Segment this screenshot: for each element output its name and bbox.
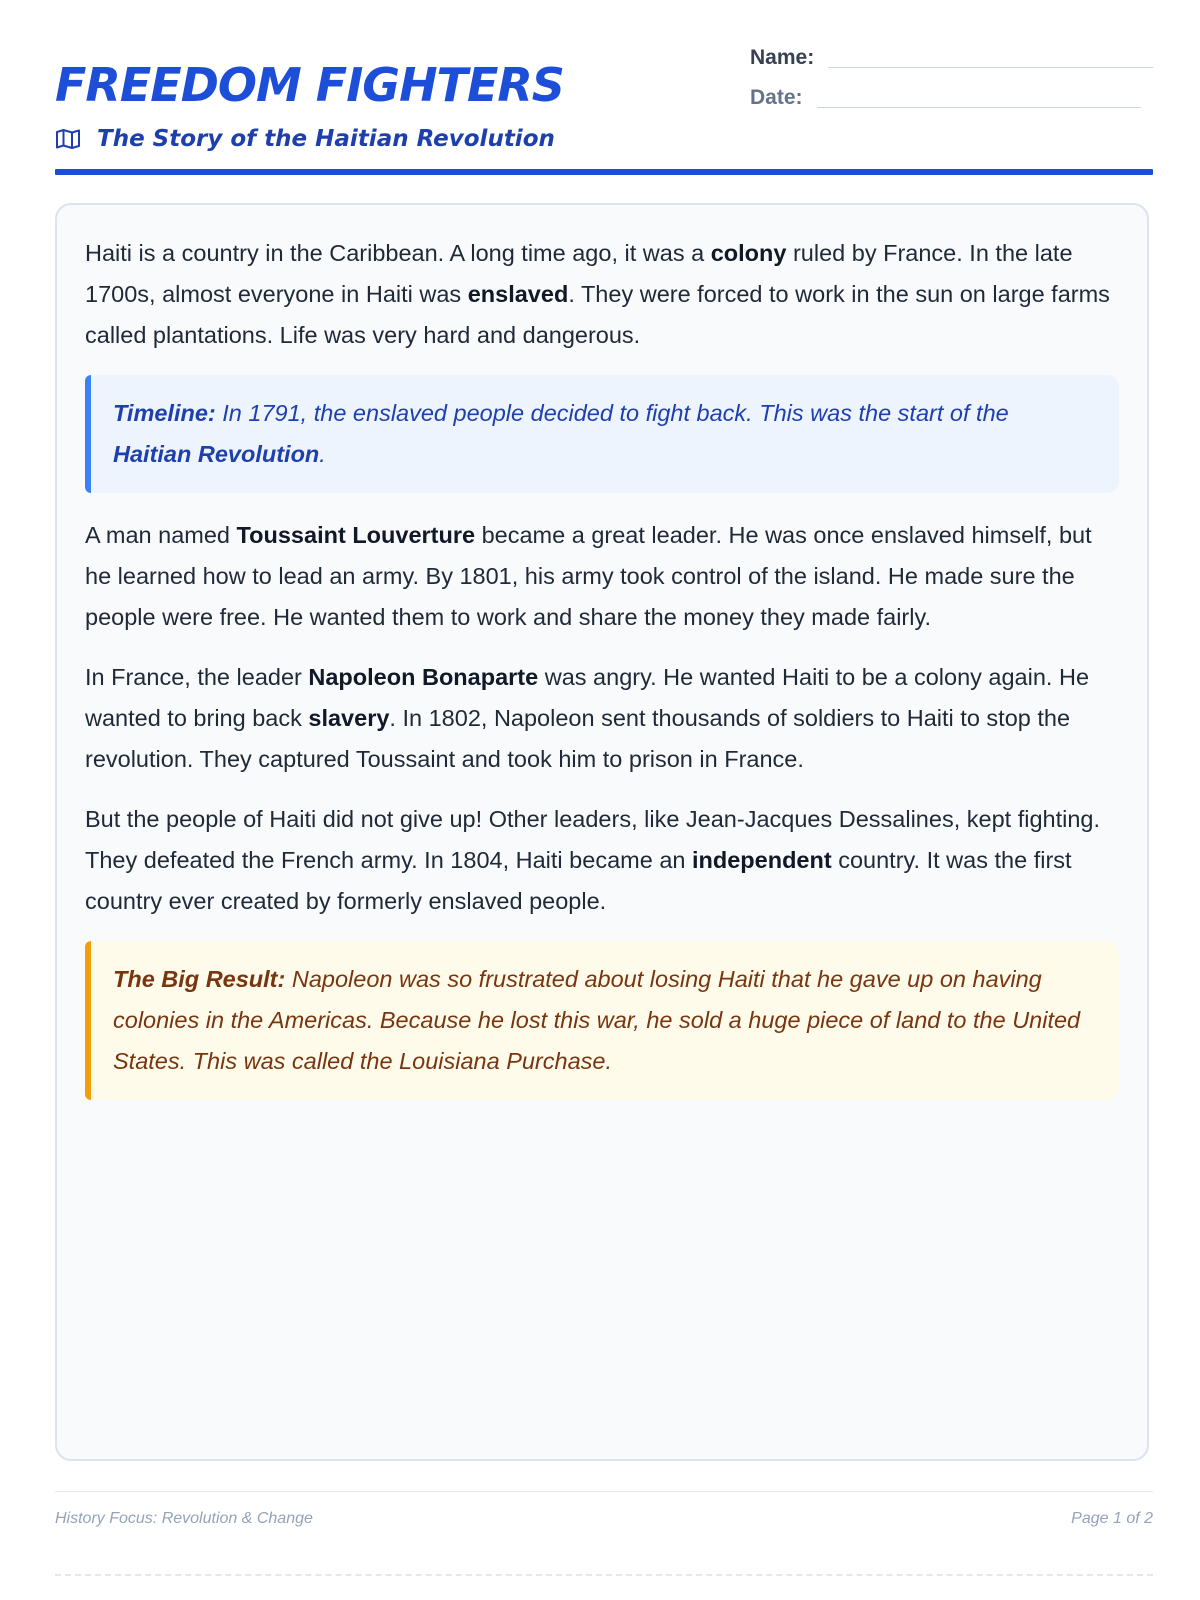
footer-divider: [55, 1491, 1153, 1492]
student-info: [750, 40, 1153, 120]
timeline-callout: [85, 375, 1119, 493]
text-span: . In 1802, Napoleon sent thousands of soldiers to Haiti to stop the revolution. They captured Toussaint and took him to prison in France.: [85, 705, 1071, 772]
reading-card: [55, 203, 1149, 1461]
text-span: was angry. He wanted Haiti to be a colony again. He wanted to bring back: [85, 664, 1090, 731]
worksheet-title: FREEDOM FIGHTERS: [55, 58, 564, 112]
text-span: Haiti is a country in the Caribbean. A long time ago, it was a: [85, 240, 711, 266]
result-callout: [85, 941, 1119, 1100]
paragraph-napoleon: [85, 657, 1119, 780]
text-span: In 1791, the enslaved people decided to fight back. This was the start of the: [215, 400, 1009, 426]
worksheet-header: [55, 40, 1153, 176]
date-line[interactable]: [817, 107, 1141, 108]
result-label: The Big Result:: [113, 966, 286, 992]
term-independent: independent: [691, 847, 832, 873]
name-field: [750, 40, 1153, 80]
term-toussaint: Toussaint Louverture: [236, 522, 476, 548]
term-colony: colony: [710, 240, 787, 266]
text-span: But the people of Haiti did not give up! Other leaders, like Jean-Jacques Dessalines, kept fighting. They defeated the French army. In 1804, Haiti became an: [85, 806, 1101, 873]
timeline-label: Timeline:: [113, 400, 216, 426]
text-span: In France, the leader: [85, 664, 309, 690]
date-field: [750, 80, 1153, 120]
paragraph-independence: [85, 799, 1119, 922]
term-enslaved: enslaved: [467, 281, 569, 307]
text-span: Napoleon was so frustrated about losing Haiti that he gave up on having colonies in the Americas. Because he lost this war, he sold a huge piece of land to the United States. This was called the Louisiana Purchase.: [113, 966, 1081, 1074]
text-span: . They were forced to work in the sun on large farms called plantations. Life was very hard and dangerous.: [85, 281, 1110, 348]
reading-content: [85, 233, 1119, 1122]
term-haitian-revolution: Haitian Revolution: [113, 441, 320, 467]
subtitle-text: The Story of the Haitian Revolution: [97, 126, 555, 152]
term-slavery: slavery: [308, 705, 390, 731]
paragraph-intro: [85, 233, 1119, 356]
header-divider: [55, 169, 1153, 175]
page-number: Page 1 of 2: [1071, 1510, 1153, 1527]
text-span: A man named: [85, 522, 237, 548]
name-line[interactable]: [828, 67, 1153, 68]
paragraph-toussaint: [85, 515, 1119, 638]
page-cut-line: [55, 1574, 1153, 1576]
text-span: became a great leader. He was once enslaved himself, but he learned how to lead an army. By 1801, his army took control of the island. He made sure the people were free. He wanted them to work and share the money they made fairly.: [85, 522, 1092, 630]
date-label: Date:: [750, 86, 803, 109]
footer-topic: History Focus: Revolution & Change: [55, 1510, 313, 1527]
text-span: ruled by France. In the late 1700s, almost everyone in Haiti was: [85, 240, 1073, 307]
name-label: Name:: [750, 46, 815, 69]
worksheet-subtitle: [55, 126, 555, 152]
map-icon: [55, 128, 81, 150]
term-napoleon: Napoleon Bonaparte: [308, 664, 539, 690]
text-span: .: [319, 441, 326, 467]
text-span: country. It was the first country ever created by formerly enslaved people.: [85, 847, 1072, 914]
